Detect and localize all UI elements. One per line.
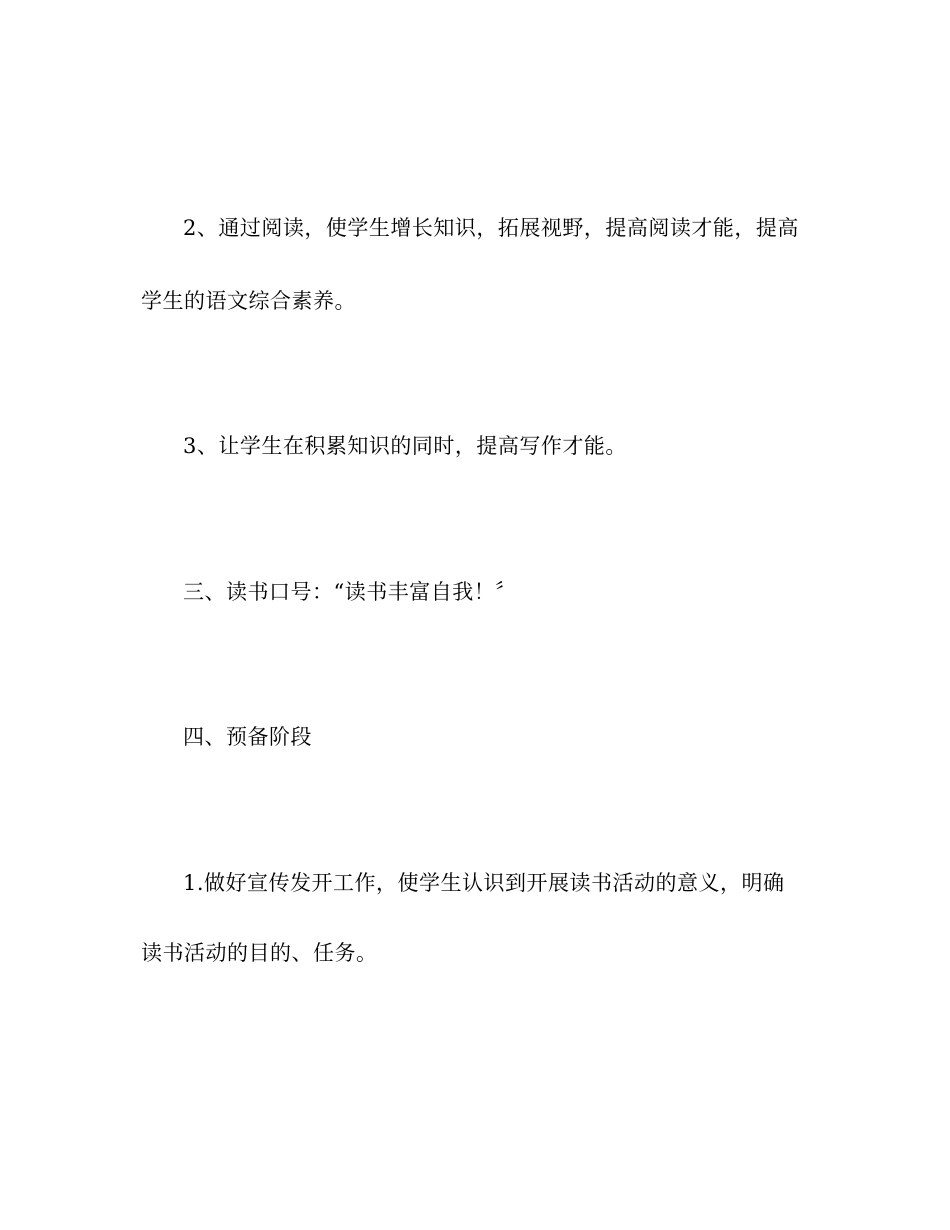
paragraph-line: 学生的语文综合素养。 xyxy=(141,289,356,313)
paragraph-line: 1.做好宣传发开工作，使学生认识到开展读书活动的意义，明确 xyxy=(183,871,785,895)
paragraph-line: 读书活动的目的、任务。 xyxy=(141,941,378,965)
paragraph-line: 3、让学生在积累知识的同时，提高写作才能。 xyxy=(183,434,627,458)
paragraph-line: 2、通过阅读，使学生增长知识，拓展视野，提高阅读才能，提高 xyxy=(183,216,799,240)
heading-line: 三、读书口号：“读书丰富自我！〞 xyxy=(183,580,517,604)
heading-line: 四、预备阶段 xyxy=(183,725,312,749)
